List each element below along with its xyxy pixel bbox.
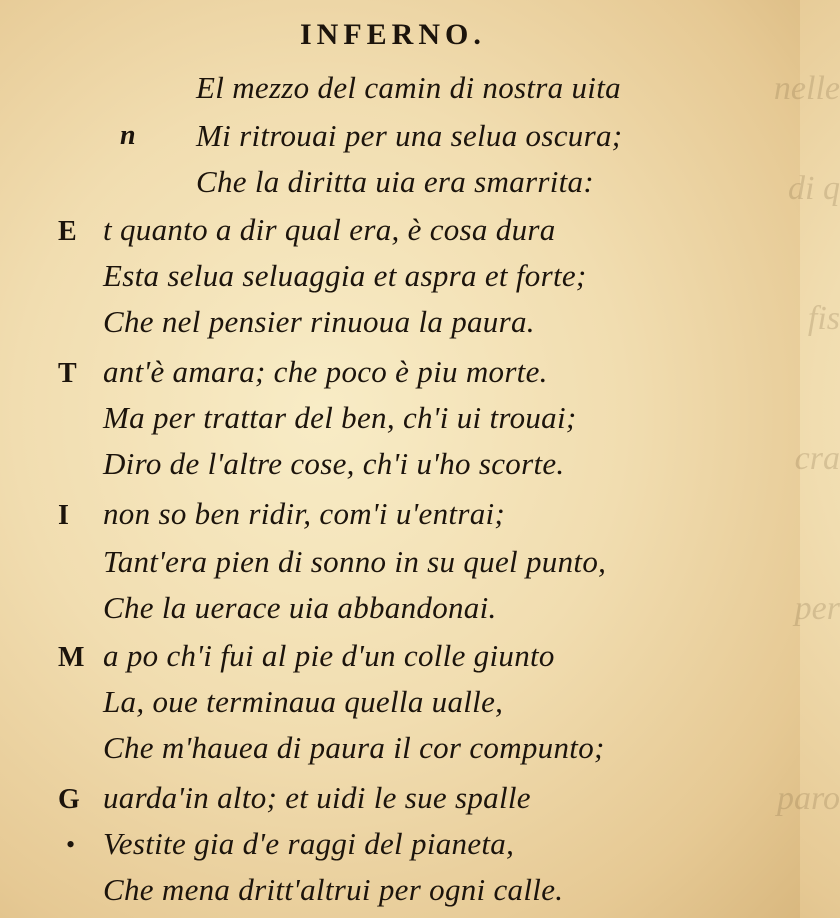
verse-line: La, oue terminaua quella ualle,	[103, 684, 504, 719]
stanza-initial: M	[58, 642, 85, 673]
stanza-initial: G	[58, 784, 80, 815]
stanza-initial: T	[58, 358, 77, 389]
verse-line: Ma per trattar del ben, ch'i ui trouai;	[103, 400, 577, 435]
verse-line: a po ch'i fui al pie d'un colle giunto	[103, 638, 555, 673]
stanza-initial: I	[58, 500, 69, 531]
bleed-through-text: per	[794, 590, 840, 627]
verse-line: Che la diritta uia era smarrita:	[196, 164, 594, 199]
verse-line: uarda'in alto; et uidi le sue spalle	[103, 780, 531, 815]
page-heading: INFERNO.	[300, 18, 486, 51]
bleed-through-text: fis	[807, 300, 840, 337]
bleed-through-text: paro	[777, 780, 840, 817]
initial-letter: n	[120, 120, 136, 151]
bullet-mark: •	[66, 830, 76, 859]
verse-line: El mezzo del camin di nostra uita	[196, 70, 621, 105]
bleed-through-text: nelle	[773, 70, 840, 107]
verse-line: Vestite gia d'e raggi del pianeta,	[103, 826, 515, 861]
verse-line: non so ben ridir, com'i u'entrai;	[103, 496, 506, 531]
verse-line: Tant'era pien di sonno in su quel punto,	[103, 544, 607, 579]
bleed-through-text: di q	[788, 170, 840, 207]
stanza-initial: E	[58, 216, 77, 247]
verse-line: Mi ritrouai per una selua oscura;	[196, 118, 623, 153]
verse-line: Che nel pensier rinuoua la paura.	[103, 304, 535, 339]
verse-line: t quanto a dir qual era, è cosa dura	[103, 212, 556, 247]
verse-line: Che mena dritt'altrui per ogni calle.	[103, 872, 564, 907]
verse-line: Esta selua seluaggia et aspra et forte;	[103, 258, 587, 293]
verse-line: Che la uerace uia abbandonai.	[103, 590, 497, 625]
verse-line: Diro de l'altre cose, ch'i u'ho scorte.	[103, 446, 565, 481]
bleed-through-text: cra	[794, 440, 840, 477]
verse-line: ant'è amara; che poco è piu morte.	[103, 354, 548, 389]
verse-line: Che m'hauea di paura il cor compunto;	[103, 730, 605, 765]
